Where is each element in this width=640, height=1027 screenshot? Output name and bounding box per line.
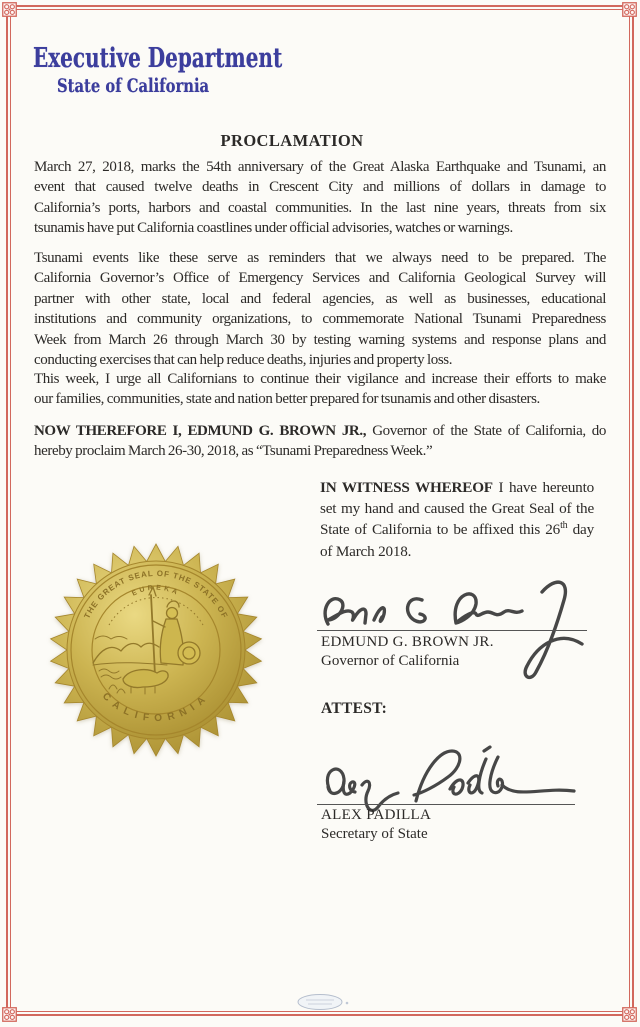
paragraph-line: This week, I urge all Californians to continue their vigilance and increase their efforts to make <box>34 371 606 387</box>
paragraph-line: partner with other state, local and federal agencies, as well as businesses, educational <box>34 290 606 307</box>
corner-rosette-icon <box>2 1007 17 1022</box>
letterhead <box>33 42 345 96</box>
paragraph-2 <box>34 248 606 370</box>
page-title: PROCLAMATION <box>220 131 364 150</box>
proclaimer-name-bold: NOW THEREFORE I, EDMUND G. BROWN JR., <box>34 423 367 439</box>
paragraph-line: Tsunami events like these serve as reminders that we always need to be prepared. The <box>34 250 606 266</box>
paragraph-3 <box>34 369 606 410</box>
witness-line-post: day <box>567 521 594 539</box>
witness-line: set my hand and caused the Great Seal of the <box>320 500 594 518</box>
secretary-title: Secretary of State <box>321 826 428 842</box>
corner-rosette-icon <box>622 2 637 17</box>
frame-border-top <box>15 5 625 10</box>
printer-union-label-watermark <box>296 992 352 1012</box>
witness-line <box>320 477 594 498</box>
letterhead-state: State of California <box>57 75 210 98</box>
ordinal-superscript: th <box>560 520 568 532</box>
letterhead-department: Executive Department <box>33 42 283 74</box>
paragraph-line <box>34 421 606 441</box>
paragraph-line: our families, communities, state and nation better prepared for tsunamis and other disasters. <box>34 391 540 408</box>
paragraph-line: tsunamis have put California coastlines under official advisories, watches or warnings. <box>34 220 513 237</box>
great-seal-of-california <box>49 543 263 757</box>
corner-rosette-icon <box>2 2 17 17</box>
paragraph-line: March 27, 2018, marks the 54th anniversary of the Great Alaska Earthquake and Tsunami, an <box>34 159 606 175</box>
frame-border-right <box>629 15 634 1009</box>
seal-ring-text-top: THE GREAT SEAL OF THE STATE OF <box>82 568 230 621</box>
governor-name: EDMUND G. BROWN JR. <box>321 634 494 650</box>
paragraph-line: conducting exercises that can help reduce deaths, injuries and property loss. <box>34 352 453 369</box>
paragraph-line-rest: Governor of the State of California, do <box>366 423 606 439</box>
paragraph-line: California Governor’s Office of Emergency Services and California Geological Survey will <box>34 270 606 287</box>
governor-title: Governor of California <box>321 653 460 669</box>
secretary-signature-line <box>317 804 575 805</box>
witness-line-pre: State of California to be affixed this 26 <box>320 521 561 539</box>
seal-ring-text-bottom: CALIFORNIA <box>99 690 213 725</box>
paragraph-1 <box>34 157 606 239</box>
witness-bold: IN WITNESS WHEREOF <box>320 479 493 496</box>
witness-line-rest: I have hereunto <box>492 479 594 496</box>
secretary-name: ALEX PADILLA <box>321 807 432 823</box>
witness-line <box>320 519 594 540</box>
witness-line: of March 2018. <box>320 542 412 560</box>
frame-border-left <box>6 15 11 1009</box>
paragraph-proclaiming <box>34 421 606 462</box>
seal-motto: EUREKA <box>131 584 181 598</box>
paragraph-line: hereby proclaim March 26-30, 2018, as “Tsunami Preparedness Week.” <box>34 443 433 460</box>
corner-rosette-icon <box>622 1007 637 1022</box>
paragraph-line: event that caused twelve deaths in Crescent City and millions of dollars in damage to <box>34 179 606 196</box>
paragraph-line: Week from March 26 through March 30 by testing warning systems and response plans and <box>34 331 606 348</box>
paragraph-line: institutions and community organizations, to commemorate National Tsunami Preparedness <box>34 311 606 328</box>
governor-signature-line <box>317 630 587 631</box>
paragraph-line: California’s ports, harbors and coastal communities. In the last nine years, threats from six <box>34 199 606 216</box>
attest-label: ATTEST: <box>321 700 388 717</box>
witness-clause <box>320 477 594 562</box>
